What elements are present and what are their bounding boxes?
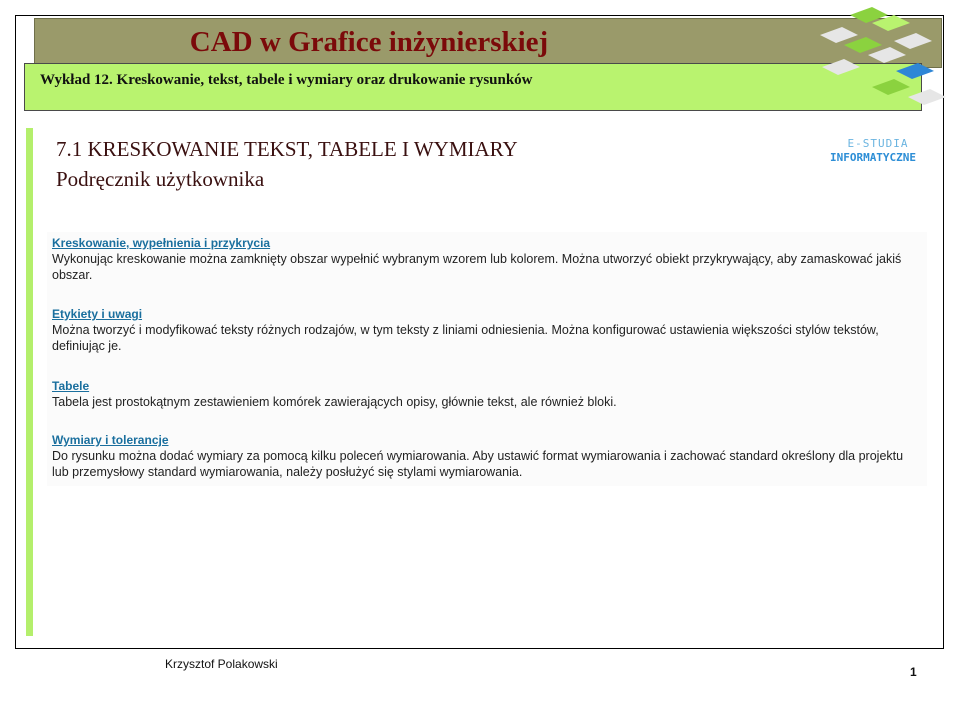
slide-title: CAD w Grafice inżynierskiej: [189, 26, 549, 58]
accent-bar: [26, 128, 33, 636]
page-number: 1: [910, 665, 917, 679]
link-dimensions[interactable]: Wymiary i tolerancje: [52, 433, 169, 447]
logo-text-line2: INFORMATYCZNE: [829, 151, 917, 164]
section-body: Do rysunku można dodać wymiary za pomocą kilku poleceń wymiarowania. Aby ustawić format wymiarowania i zachować standard określony dla projektu lub przemysłowy standard wymiarowania, należy posłużyć się stylami wymiarowania.: [52, 449, 904, 479]
author-name: Krzysztof Polakowski: [165, 657, 278, 671]
section-body: Wykonując kreskowanie można zamknięty obszar wypełnić wybranym wzorem lub kolorem. Można utworzyć obiekt przykrywający, aby zamaskować jakiś obszar.: [52, 252, 902, 282]
section-labels: [52, 307, 922, 354]
link-labels[interactable]: Etykiety i uwagi: [52, 307, 143, 321]
link-tables[interactable]: Tabele: [52, 379, 90, 393]
logo-text-line1: E-STUDIA: [847, 137, 909, 150]
section-heading: 7.1 KRESKOWANIE TEKST, TABELE I WYMIARY: [56, 137, 518, 161]
section-hatching: [52, 236, 922, 283]
section-body: Można tworzyć i modyfikować teksty różnych rodzajów, w tym teksty z liniami odniesienia. Można konfigurować ustawienia większości stylów tekstów, definiując je.: [52, 323, 879, 353]
section-subheading: Podręcznik użytkownika: [56, 167, 265, 191]
link-hatching[interactable]: Kreskowanie, wypełnienia i przykrycia: [52, 236, 271, 250]
section-body: Tabela jest prostokątnym zestawieniem komórek zawierających opisy, głównie tekst, ale również bloki.: [52, 395, 617, 409]
lecture-subtitle: Wykład 12. Kreskowanie, tekst, tabele i wymiary oraz drukowanie rysunków: [40, 72, 533, 88]
section-tables: [52, 379, 922, 410]
section-dimensions: [52, 433, 922, 480]
e-studia-logo-icon: [810, 5, 950, 125]
